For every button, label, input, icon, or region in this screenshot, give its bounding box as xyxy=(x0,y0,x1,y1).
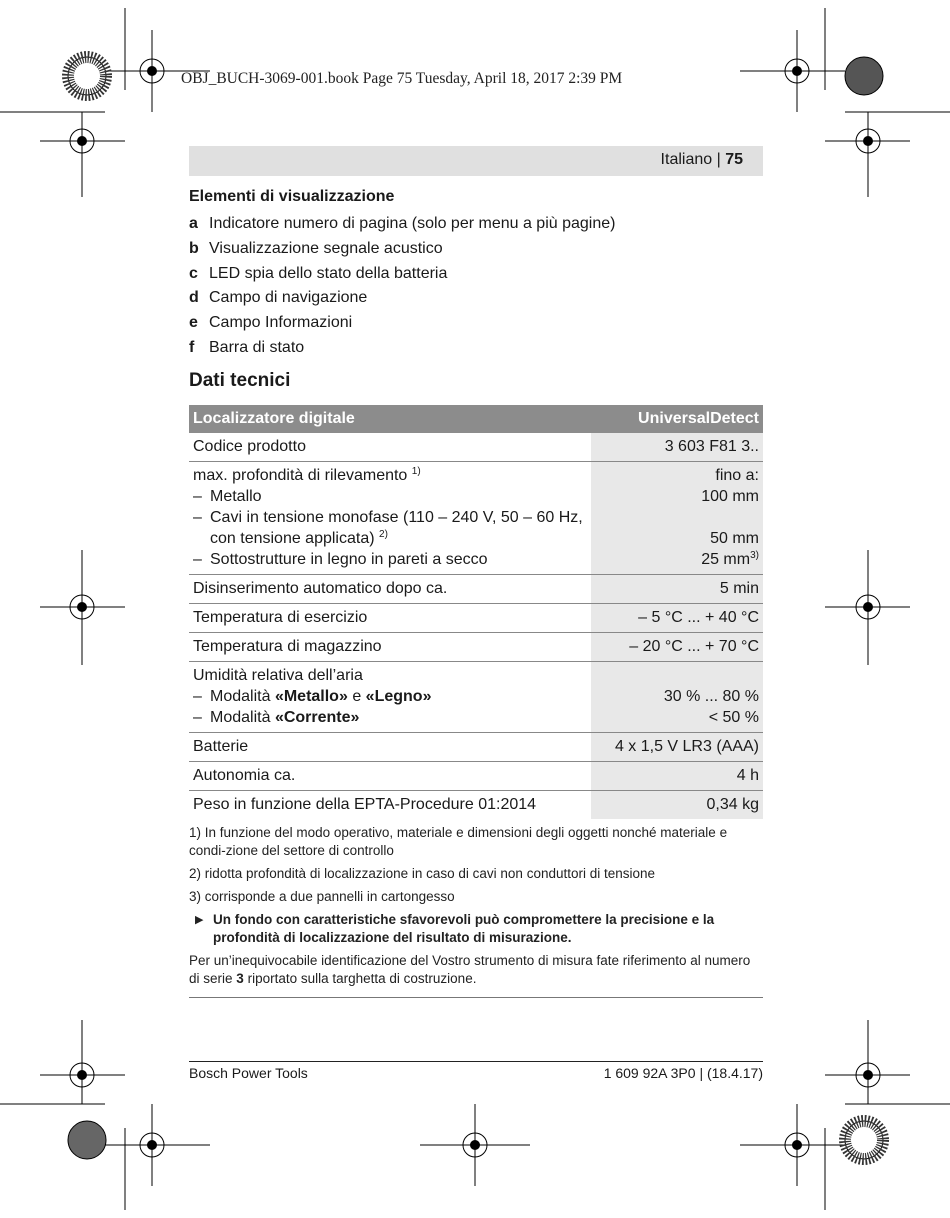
print-slug: OBJ_BUCH-3069-001.book Page 75 Tuesday, April 18, 2017 2:39 PM xyxy=(181,70,623,87)
table-row: Temperatura di magazzino – 20 °C ... + 70 °C xyxy=(189,633,763,662)
gray-disc-icon xyxy=(68,1121,106,1159)
triangle-right-icon: ▶ xyxy=(195,914,204,926)
table-row: Autonomia ca. 4 h xyxy=(189,762,763,791)
footer-doc-number: 1 609 92A 3P0 | (18.4.17) xyxy=(603,1065,763,1081)
header-language: Italiano xyxy=(660,151,713,168)
serial-note: Per un’inequivocabile identificazione del Vostro strumento di misura fate riferimento al numero di serie 3 riportato sulla targhetta di costruzione. xyxy=(189,953,751,986)
tech-data-table xyxy=(189,405,763,819)
list-item: d Campo di navigazione xyxy=(189,289,368,307)
crosshair-icon xyxy=(825,112,910,197)
crosshair-icon xyxy=(105,1104,210,1186)
list-item: a Indicatore numero di pagina (solo per menu a più pagine) xyxy=(189,215,616,232)
table-row: Peso in funzione della EPTA-Procedure 01:2014 0,34 kg xyxy=(189,791,763,820)
footnotes xyxy=(189,824,763,988)
gray-disc-icon xyxy=(845,57,883,95)
list-item: c LED spia dello stato della batteria xyxy=(189,264,448,282)
table-header-row xyxy=(189,405,763,433)
crosshair-icon xyxy=(40,112,125,197)
table-row: Codice prodotto 3 603 F81 3.. xyxy=(189,433,763,462)
crosshair-icon xyxy=(825,1020,910,1104)
starburst-icon xyxy=(68,57,106,95)
footnote: 3) corrisponde a due pannelli in cartongesso xyxy=(189,889,455,904)
display-elements-title: Elementi di visualizzazione xyxy=(189,188,395,205)
footnote: 1) In funzione del modo operativo, materiale e dimensioni degli oggetti nonché materiale e condi-zione del settore di controllo xyxy=(189,825,728,858)
header-separator: | xyxy=(716,151,721,168)
table-row: Temperatura di esercizio – 5 °C ... + 40 °C xyxy=(189,604,763,633)
crosshair-icon xyxy=(40,1020,125,1104)
page-number: 75 xyxy=(725,151,743,168)
list-item: b Visualizzazione segnale acustico xyxy=(189,239,443,257)
table-row: Batterie 4 x 1,5 V LR3 (AAA) xyxy=(189,733,763,762)
table-row: Disinserimento automatico dopo ca. 5 min xyxy=(189,575,763,604)
list-item: e Campo Informazioni xyxy=(189,314,353,332)
display-elements-list xyxy=(189,212,749,361)
divider xyxy=(189,997,763,998)
footer-brand: Bosch Power Tools xyxy=(189,1065,308,1081)
warning-note: ▶ Un fondo con caratteristiche sfavorevoli può compromettere la precisione e la profondità di localizzazione del risultato di misurazione. xyxy=(195,912,715,945)
list-item: f Barra di stato xyxy=(189,338,305,356)
footnote: 2) ridotta profondità di localizzazione in caso di cavi non conduttori di tensione xyxy=(189,866,656,881)
page-header xyxy=(189,146,763,176)
col-header-device: Localizzatore digitale xyxy=(189,405,591,433)
col-header-model: UniversalDetect xyxy=(591,405,763,433)
tech-data-title: Dati tecnici xyxy=(189,370,291,391)
table-row: max. profondità di rilevamento $^{1)}$ – Metallo – Cavi in tensione monofase (110 – 240 V, 50 – 60 Hz, con tensione applicata) $^{2)}$ – Sottostrutture in legno in pareti a secco fino a: 100 mm 50 mm 25 $mm^{3)}$ xyxy=(189,462,763,575)
footer-divider xyxy=(189,1061,763,1062)
table-row: Umidità relativa dell’aria – Modalità «Metallo» e «Legno» – Modalità «Corrente» 30 % ... 80 % < 50 % xyxy=(189,662,763,733)
starburst-icon xyxy=(845,1121,883,1159)
